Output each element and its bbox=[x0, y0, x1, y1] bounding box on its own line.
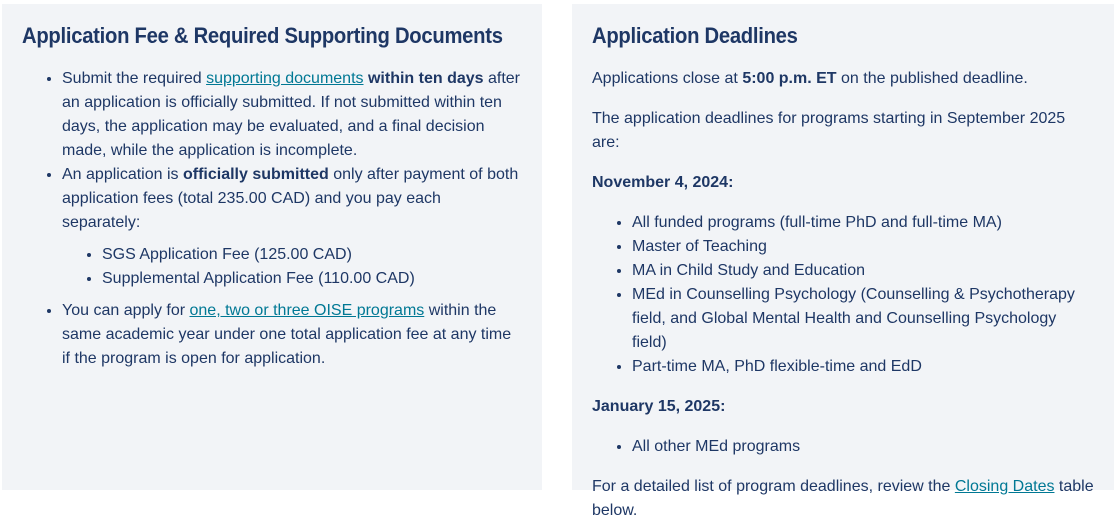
sgs-fee-item: • SGS Application Fee (125.00 CAD) bbox=[102, 243, 522, 267]
list-item: • MA in Child Study and Education bbox=[632, 259, 1094, 283]
list-item: • Part-time MA, PhD flexible-time and EdD bbox=[632, 355, 1094, 379]
list-item: • MEd in Counselling Psychology (Counselling & Psychotherapy field, and Global Mental Health and Counselling Psychology field) bbox=[632, 283, 1094, 355]
fees-title: Application Fee & Required Supporting Documents bbox=[22, 23, 503, 48]
fees-item2-bold: officially submitted bbox=[182, 166, 329, 183]
fees-item3-post: within the same academic year under one total application fee at any time if the program is open for application. bbox=[62, 302, 512, 367]
fees-item1-bold: within ten days bbox=[367, 70, 484, 87]
deadlines-footer bbox=[592, 475, 1094, 523]
fees-item-documents bbox=[62, 67, 522, 163]
close-post: on the published deadline. bbox=[836, 70, 1028, 87]
fees-item2-pre: An application is bbox=[62, 166, 183, 183]
fees-item3-pre: You can apply for bbox=[62, 302, 190, 319]
deadline-date-2 bbox=[592, 395, 1094, 419]
fees-item1-pre: Submit the required bbox=[62, 70, 207, 87]
fee-breakdown-list bbox=[62, 243, 522, 291]
list-item: • Master of Teaching bbox=[632, 235, 1094, 259]
footer-post: table below. bbox=[592, 478, 1094, 519]
oise-programs-link[interactable]: one, two or three OISE programs bbox=[189, 302, 425, 319]
close-time: 5:00 p.m. ET bbox=[742, 70, 837, 87]
supplemental-fee-item: • Supplemental Application Fee (110.00 CAD) bbox=[102, 267, 522, 291]
fees-list bbox=[22, 67, 522, 371]
fees-item-submission bbox=[62, 163, 522, 291]
fees-panel bbox=[2, 4, 542, 490]
deadlines-intro: The application deadlines for programs starting in September 2025 are: bbox=[592, 110, 1066, 151]
date-1-label: November 4, 2024: bbox=[592, 174, 734, 191]
fees-item-programs bbox=[62, 299, 522, 371]
deadline-date-1 bbox=[592, 171, 1094, 195]
list-item: • All funded programs (full-time PhD and full-time MA) bbox=[632, 211, 1094, 235]
deadlines-panel bbox=[572, 4, 1114, 519]
close-pre: Applications close at bbox=[592, 70, 743, 87]
deadline-list-1 bbox=[592, 211, 1094, 379]
list-item: • All other MEd programs bbox=[632, 435, 1094, 459]
closing-dates-link[interactable]: Closing Dates bbox=[954, 478, 1055, 495]
supporting-documents-link[interactable]: supporting documents bbox=[206, 70, 364, 87]
deadlines-title: Application Deadlines bbox=[592, 23, 798, 48]
deadline-close-text bbox=[592, 67, 1094, 91]
date-2-label: January 15, 2025: bbox=[592, 398, 726, 415]
fees-item1-post: after an application is officially submitted. If not submitted within ten days, the application may be evaluated, and a final decision made, while the application is incomplete. bbox=[62, 70, 521, 159]
deadline-list-2 bbox=[592, 435, 1094, 459]
footer-pre: For a detailed list of program deadlines, review the bbox=[592, 478, 955, 495]
fees-item2-post: only after payment of both application fees (total 235.00 CAD) and you pay each separately: bbox=[62, 166, 519, 231]
